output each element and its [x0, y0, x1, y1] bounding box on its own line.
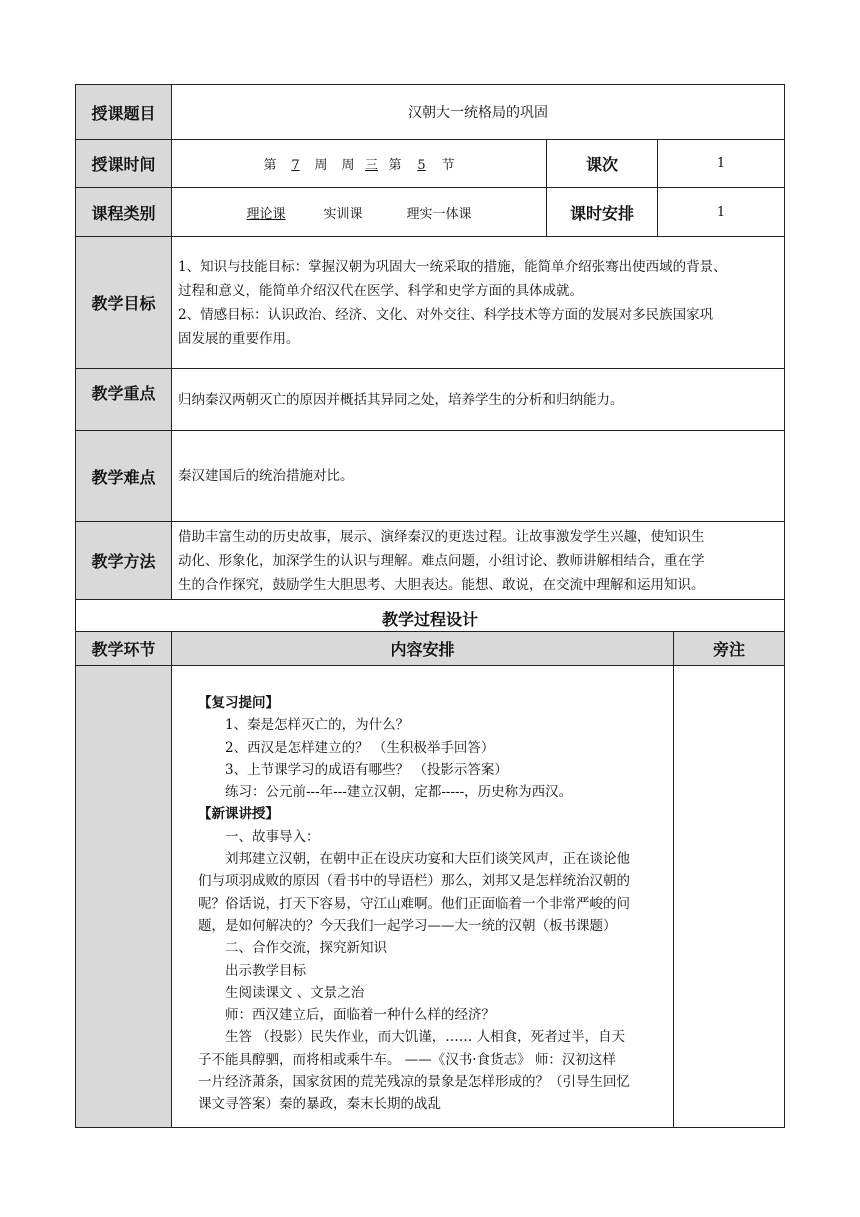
key-points-text: 归纳秦汉两朝灭亡的原因并概括其异同之处，培养学生的分析和归纳能力。	[172, 369, 785, 431]
stage-cell	[76, 666, 172, 1128]
notes-cell	[674, 666, 785, 1128]
content-line: 师：西汉建立后，面临着一种什么样的经济？	[225, 1007, 495, 1024]
objectives-line: 2、情感目标：认识政治、经济、文化、对外交往、科学技术等方面的发展对多民族国家巩	[178, 306, 714, 323]
type-integrated: 理实一体课	[406, 206, 472, 222]
process-title: 教学过程设计	[76, 600, 785, 638]
type-theory: 理论课	[246, 206, 286, 222]
objectives-row	[76, 237, 785, 369]
period-unit: 节	[441, 158, 455, 173]
hours-label: 课时安排	[547, 188, 658, 237]
type-practical: 实训课	[323, 206, 363, 222]
process-header-row	[76, 632, 785, 666]
hours-value: 1	[658, 188, 785, 237]
content-line: 子不能具醇驷，而将相或乘牛车。 ——《汉书·食货志》 师：汉初这样	[198, 1051, 616, 1068]
week-number: 7	[291, 158, 300, 173]
type-row	[76, 188, 785, 237]
content-line: 1、秦是怎样灭亡的，为什么？	[225, 717, 410, 734]
topic-value: 汉朝大一统格局的巩固	[172, 85, 785, 140]
objectives-line: 过程和意义，能简单介绍汉代在医学、科学和史学方面的具体成就。	[178, 282, 583, 299]
content-line: 3、上节课学习的成语有哪些？ （投影示答案）	[225, 761, 508, 778]
type-label: 课程类别	[76, 188, 172, 237]
time-value	[172, 140, 547, 188]
type-value	[172, 188, 547, 237]
content-line: 练习：公元前---年---建立汉朝，定都-----，历史称为西汉。	[225, 784, 573, 801]
methods-row	[76, 522, 785, 600]
topic-label: 授课题目	[76, 85, 172, 140]
col-stage-header: 教学环节	[76, 632, 172, 666]
content-line: 2、西汉是怎样建立的？ （生积极举手回答）	[225, 739, 495, 756]
objectives-line: 1、知识与技能目标：掌握汉朝为巩固大一统采取的措施，能简单介绍张骞出使西域的背景、	[178, 258, 727, 275]
methods-text	[172, 522, 785, 600]
review-heading: 【复习提问】	[198, 695, 279, 711]
process-body-row	[76, 666, 785, 1128]
content-line: 生阅读课文 、文景之治	[225, 984, 365, 1001]
methods-line: 借助丰富生动的历史故事，展示、演绎秦汉的更迭过程。让故事激发学生兴趣，使知识生	[178, 528, 705, 545]
process-table	[75, 631, 785, 1128]
methods-line: 生的合作探究，鼓励学生大胆思考、大胆表达。能想、敢说，在交流中理解和运用知识。	[178, 576, 705, 593]
objectives-text	[172, 237, 785, 369]
content-cell	[172, 666, 674, 1128]
lesson-plan-table	[75, 84, 785, 638]
difficulties-row	[76, 431, 785, 522]
content-line: 们与项羽成败的原因（看书中的导语栏）那么，刘邦又是怎样统治汉朝的	[198, 873, 630, 890]
period-number: 5	[417, 158, 426, 173]
session-value: 1	[658, 140, 785, 188]
key-points-row	[76, 369, 785, 431]
content-line: 出示教学目标	[225, 962, 306, 979]
objectives-label: 教学目标	[76, 237, 172, 369]
content-line: 刘邦建立汉朝，在朝中正在设庆功宴和大臣们谈笑风声，正在谈论他	[225, 851, 630, 868]
difficulties-text: 秦汉建国后的统治措施对比。	[172, 431, 785, 522]
col-content-header: 内容安排	[172, 632, 674, 666]
difficulties-label: 教学难点	[76, 431, 172, 522]
col-notes-header: 旁注	[674, 632, 785, 666]
content-line: 一片经济萧条，国家贫困的荒芜残凉的景象是怎样形成的？（引导生回忆	[198, 1074, 630, 1091]
key-points-label: 教学重点	[76, 369, 172, 431]
methods-label: 教学方法	[76, 522, 172, 600]
content-line: 题，是如何解决的？今天我们一起学习——大一统的汉朝（板书课题）	[198, 917, 617, 934]
day-prefix: 周	[341, 158, 355, 173]
topic-row	[76, 85, 785, 140]
time-row	[76, 140, 785, 188]
content-line: 呢？俗话说，打天下容易，守江山难啊。他们正面临着一个非常严峻的问	[198, 895, 630, 912]
objectives-line: 固发展的重要作用。	[178, 330, 300, 347]
time-label: 授课时间	[76, 140, 172, 188]
content-line: 二、合作交流，探究新知识	[225, 940, 387, 957]
methods-line: 动化、形象化，加深学生的认识与理解。难点问题，小组讨论、教师讲解相结合，重在学	[178, 552, 705, 569]
period-prefix: 第	[388, 158, 402, 173]
content-line: 一、故事导入：	[225, 828, 320, 845]
weekday: 三	[364, 158, 378, 173]
content-line: 课文寻答案）秦的暴政，秦末长期的战乱	[198, 1096, 441, 1113]
session-label: 课次	[547, 140, 658, 188]
content-line: 生答 （投影）民失作业，而大饥谨，…… 人相食，死者过半，自天	[225, 1029, 626, 1046]
week-unit: 周	[314, 158, 328, 173]
time-prefix: 第	[263, 158, 277, 173]
new-lesson-heading: 【新课讲授】	[198, 806, 279, 823]
